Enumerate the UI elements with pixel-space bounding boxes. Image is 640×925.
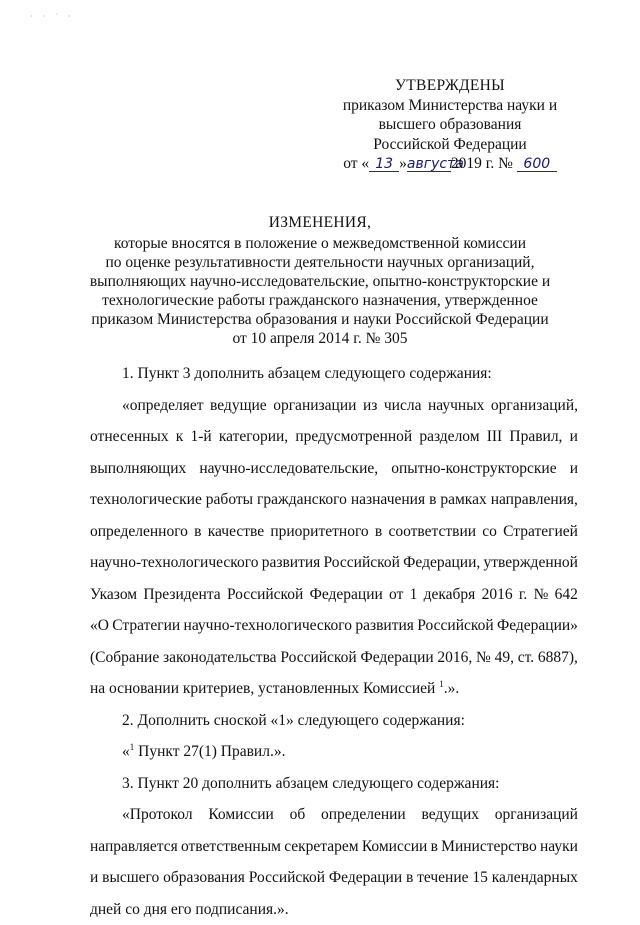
word: декабря <box>424 579 476 611</box>
heading-line: по оценке результативности деятельности научных организаций, <box>60 253 580 272</box>
word: и <box>570 421 578 453</box>
document-heading <box>60 213 580 348</box>
quote-1-line-8 <box>90 610 578 642</box>
word: образования <box>163 862 245 894</box>
quote-text: Пункт 27(1) Правил.». <box>134 743 285 760</box>
word: приоритетного <box>270 516 368 548</box>
word: «Протокол <box>122 799 193 831</box>
word: Российской <box>324 547 400 579</box>
quote-1-line-3 <box>90 453 578 485</box>
handwritten-day: 13 <box>369 157 399 172</box>
word: Федерации» <box>497 610 578 642</box>
word: III <box>487 421 503 453</box>
word: Комиссии <box>362 831 427 863</box>
word: законодательства <box>163 642 277 674</box>
quote-3-line-2 <box>90 831 578 863</box>
word: отнесенных <box>90 421 169 453</box>
word: Федерации <box>310 579 383 611</box>
word: организации <box>273 390 356 422</box>
word: 642 <box>555 579 578 611</box>
word: определении <box>321 799 406 831</box>
word: Российской <box>280 642 356 674</box>
word: ведущих <box>421 799 479 831</box>
word: «О <box>90 610 109 642</box>
word: направляется <box>90 831 178 863</box>
word: выполняющих <box>90 453 186 485</box>
word: научно-технологического <box>184 610 352 642</box>
paragraph-3: 3. Пункт 20 дополнить абзацем следующего содержания: <box>90 768 578 800</box>
document-body <box>90 358 578 925</box>
word: № <box>534 579 549 611</box>
quote-1-line-9 <box>90 642 578 674</box>
word: Российской <box>227 579 303 611</box>
word: 6887), <box>538 642 578 674</box>
heading-line: от 10 апреля 2014 г. № 305 <box>60 329 580 348</box>
quote-open: « <box>122 743 130 760</box>
word: науки <box>540 831 578 863</box>
word: утвержденной <box>483 547 578 579</box>
approval-line-1: приказом Министерства науки и <box>330 96 570 116</box>
quote-1-line-10 <box>90 673 578 705</box>
word: 49, <box>495 642 514 674</box>
word: разделом <box>419 421 479 453</box>
word: к <box>176 421 184 453</box>
word: Правил, <box>509 421 562 453</box>
word: ведущие <box>210 390 267 422</box>
quote-1-line-2 <box>90 421 578 453</box>
word: в <box>429 484 436 516</box>
word: Указом <box>90 579 137 611</box>
word: со <box>482 516 497 548</box>
word: категории, <box>219 421 288 453</box>
word: научных <box>428 390 484 422</box>
footnote-ref: 1 <box>439 679 444 689</box>
word: течение <box>417 862 468 894</box>
word: ст. <box>518 642 534 674</box>
word: Стратегии <box>112 610 180 642</box>
handwritten-order-number: 600 <box>517 157 557 172</box>
word: назначения <box>351 484 425 516</box>
word: высшего <box>102 862 159 894</box>
date-year: 2019 г. № <box>451 155 513 172</box>
word: 1 <box>410 579 418 611</box>
quote-3-line-3 <box>90 862 578 894</box>
word: Российской <box>249 862 325 894</box>
word: организаций <box>495 799 578 831</box>
approval-line-3: Российской Федерации <box>330 135 570 155</box>
word: от <box>389 579 403 611</box>
word: соответствии <box>388 516 476 548</box>
word: Федерации <box>360 642 433 674</box>
word: ответственным <box>181 831 281 863</box>
word: 15 <box>472 862 488 894</box>
footnote-mark: 1 <box>130 742 135 752</box>
quote-1-line-1 <box>90 390 578 422</box>
heading-line: выполняющих научно-исследовательские, опытно-конструкторские и <box>60 272 580 291</box>
word: работы <box>206 484 253 516</box>
word: Министерство <box>441 831 537 863</box>
quote-3-line-4: дней со дня его подписания.». <box>90 894 578 925</box>
word: Стратегией <box>503 516 578 548</box>
word: технологические <box>90 484 202 516</box>
word: 2016, <box>437 642 472 674</box>
approval-title: УТВЕРЖДЕНЫ <box>330 76 570 96</box>
word: Российской <box>417 610 493 642</box>
paragraph-1: 1. Пункт 3 дополнить абзацем следующего содержания: <box>90 358 578 390</box>
word: из <box>363 390 377 422</box>
heading-line: приказом Министерства образования и науки Российской Федерации <box>60 310 580 329</box>
word: опытно-конструкторские <box>391 453 556 485</box>
word: качестве <box>208 516 264 548</box>
quote-1-line-6 <box>90 547 578 579</box>
quote-1-line-10-end: .». <box>444 680 460 697</box>
word: в <box>431 831 438 863</box>
heading-title: ИЗМЕНЕНИЯ, <box>60 213 580 232</box>
heading-subtitle <box>60 234 580 348</box>
word: «определяет <box>122 390 204 422</box>
word: 1-й <box>190 421 211 453</box>
quote-1-line-7 <box>90 579 578 611</box>
word: и <box>570 453 578 485</box>
word: развития <box>262 547 321 579</box>
word: секретарем <box>284 831 358 863</box>
word: гражданского <box>257 484 347 516</box>
word: 2016 <box>482 579 513 611</box>
quote-1-line-4 <box>90 484 578 516</box>
word: (Собрание <box>90 642 159 674</box>
word: числа <box>384 390 422 422</box>
heading-line: технологические работы гражданского назначения, утвержденное <box>60 291 580 310</box>
word: г. <box>519 579 527 611</box>
word: научно-исследовательские, <box>199 453 378 485</box>
handwritten-month: августа <box>407 157 451 172</box>
word: научно-технологического <box>90 547 258 579</box>
word: в <box>194 516 201 548</box>
heading-line: которые вносятся в положение о межведомственной комиссии <box>60 234 580 253</box>
word: Комиссии <box>208 799 273 831</box>
quote-1-line-10-text: на основании критериев, установленных Комиссией <box>90 680 439 697</box>
word: определенного <box>90 516 188 548</box>
word: в <box>406 862 413 894</box>
word: развития <box>355 610 414 642</box>
word: в <box>375 516 382 548</box>
paragraph-2-quote <box>90 736 578 768</box>
word: предусмотренной <box>295 421 412 453</box>
word: Федерации, <box>403 547 480 579</box>
paragraph-2: 2. Дополнить сноской «1» следующего содержания: <box>90 705 578 737</box>
word: организаций, <box>491 390 578 422</box>
approval-line-2: высшего образования <box>330 115 570 135</box>
word: Президента <box>143 579 220 611</box>
word: календарных <box>492 862 578 894</box>
word: и <box>90 862 98 894</box>
date-mid: » <box>399 155 407 172</box>
word: Федерации <box>329 862 402 894</box>
quote-1-line-5 <box>90 516 578 548</box>
scan-marks: · · ˙ · <box>30 12 75 21</box>
word: направления, <box>491 484 578 516</box>
word: № <box>476 642 491 674</box>
word: рамках <box>440 484 486 516</box>
quote-3-line-1 <box>90 799 578 831</box>
approval-block <box>330 76 570 174</box>
date-prefix: от « <box>343 155 369 172</box>
approval-date-line <box>330 154 570 174</box>
word: об <box>290 799 306 831</box>
